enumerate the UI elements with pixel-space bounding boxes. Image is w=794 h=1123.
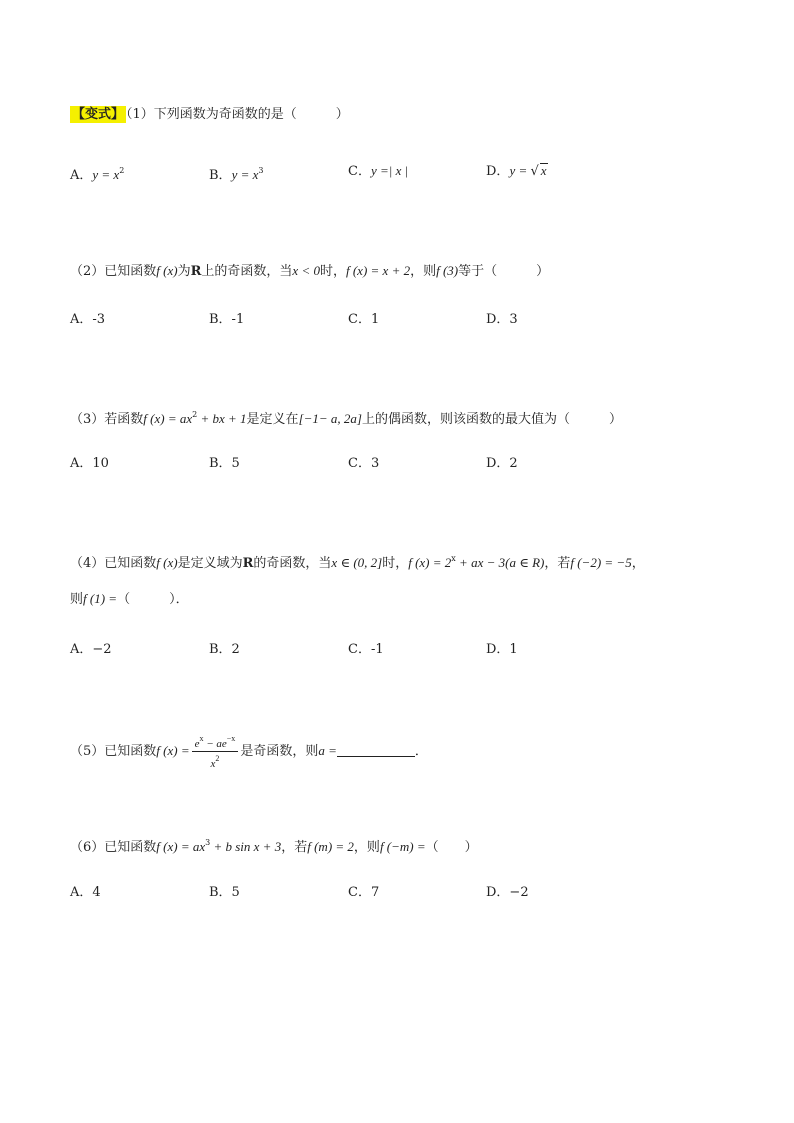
q6-option-d: D．−2	[486, 885, 529, 900]
q4-option-b: B．2	[209, 642, 240, 657]
q6-option-a: A．4	[70, 885, 101, 900]
q1-option-b: B．$y = x^3$	[209, 166, 264, 183]
q6-option-b: B．5	[209, 885, 240, 900]
q4-option-d: D．1	[486, 642, 518, 657]
q2-option-d: D．3	[486, 312, 518, 327]
q1-option-d: D．y = √ x	[486, 163, 547, 179]
q3-option-c: C．3	[348, 456, 380, 471]
variant-tag: 【变式】	[72, 107, 125, 122]
question-5-stem: （5）已知函数f (x) = $\frac{e^x - ae^{-x}}{x^2}$ 是奇函数，则a = ．	[70, 734, 428, 770]
q3-option-a: A．10	[70, 456, 109, 471]
q6-option-c: C．7	[348, 885, 380, 900]
question-3-stem: （3）若函数f $(x) = ax^2$ + bx + 1是定义在[−1− a, 2a]上的偶函数，则该函数的最大值为（ ）	[70, 410, 622, 427]
q1-option-a: A．$y = x^2$	[70, 166, 125, 183]
q1-stem-text: （1）下列函数为奇函数的是（ ）	[126, 107, 349, 122]
question-2-stem: （2）已知函数f (x)为R上的奇函数，当x < 0时，f (x) = x + 2，则f (3)等于（ ）	[70, 263, 550, 279]
q2-option-c: C．1	[348, 312, 380, 327]
answer-blank[interactable]	[337, 744, 415, 757]
q1-option-c: C．y =| x |	[348, 163, 409, 179]
q4-option-c: C．-1	[348, 642, 384, 657]
q3-option-b: B．5	[209, 456, 240, 471]
question-6-stem: （6）已知函数f $(x) = ax^3 + b$ sin x + 3，若f (m) = 2，则f (−m) =（ ）	[70, 838, 478, 855]
q2-option-b: B．-1	[209, 312, 245, 327]
question-4-stem-line2: 则f (1) =（ ）．	[70, 591, 189, 607]
fraction: $\frac{e^x - ae^{-x}}{x^2}$	[192, 732, 239, 771]
q2-option-a: A．-3	[70, 312, 106, 327]
question-1-stem	[70, 106, 349, 124]
q4-option-a: A．−2	[70, 642, 112, 657]
question-4-stem: （4）已知函数f (x)是定义域为R的奇函数，当x ∈ (0, 2]时，f $(x) = 2^x$ + ax − 3(a ∈ R)，若f (−2) = −5，	[70, 554, 645, 571]
q3-option-d: D．2	[486, 456, 518, 471]
